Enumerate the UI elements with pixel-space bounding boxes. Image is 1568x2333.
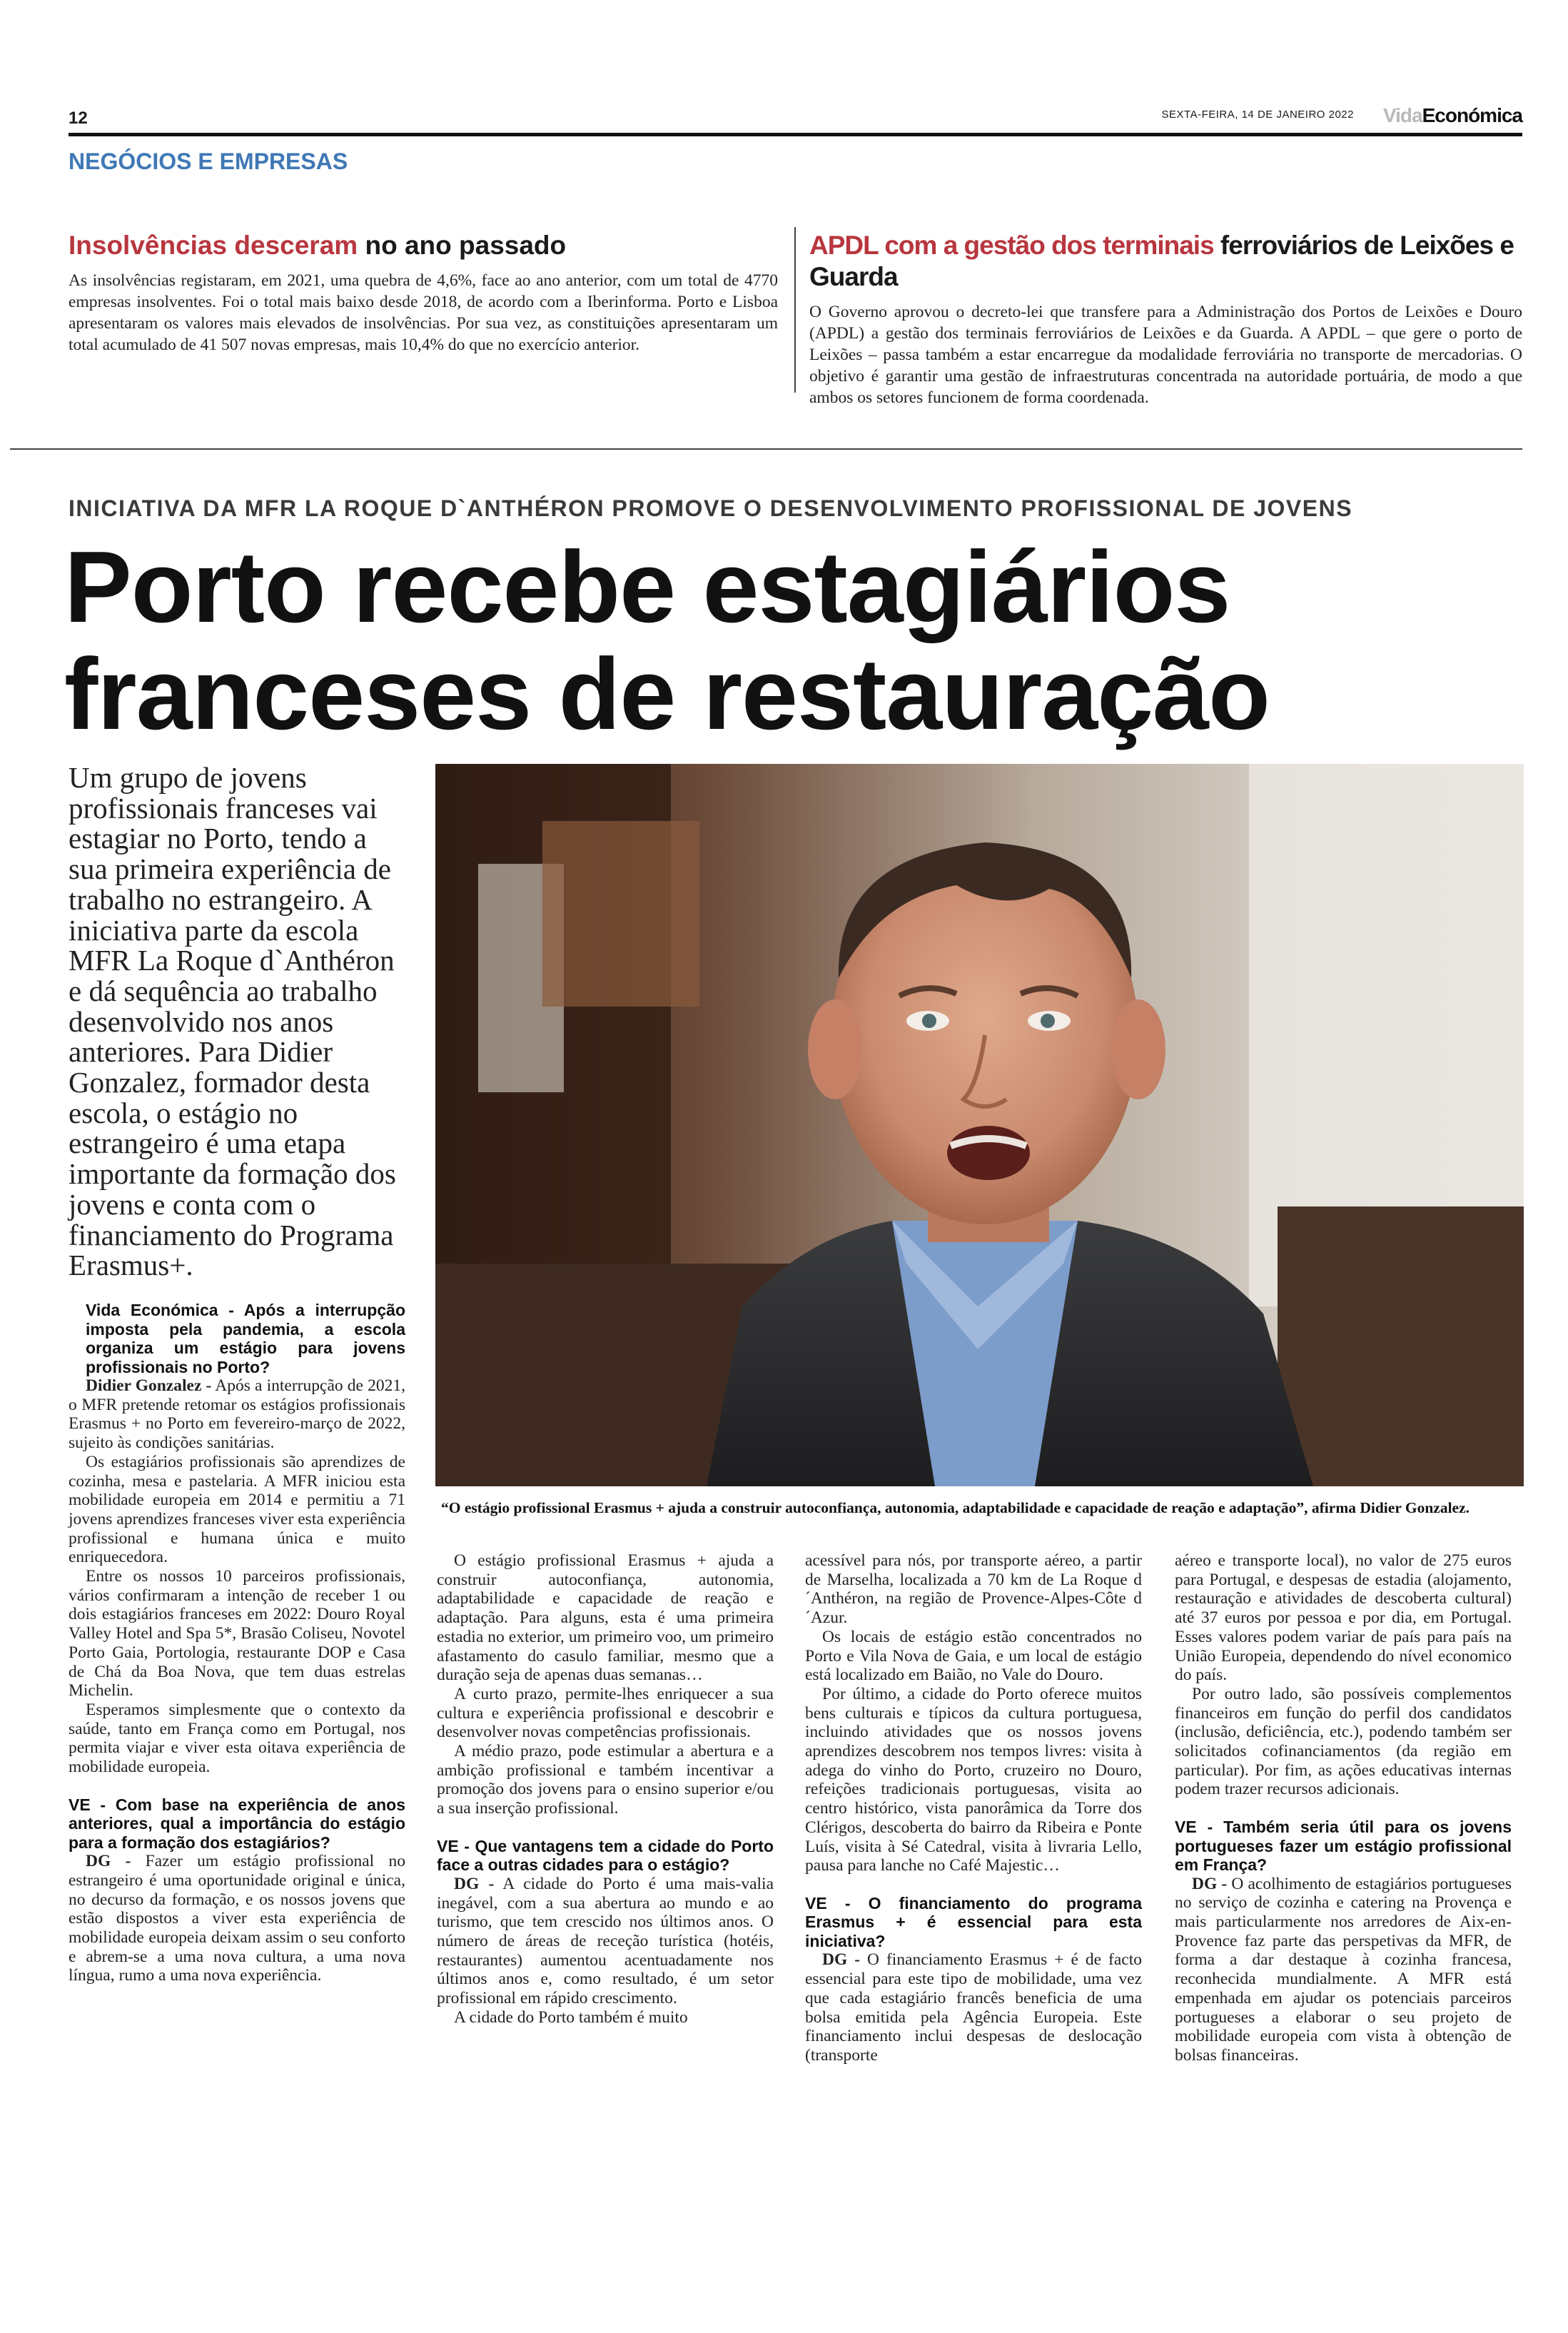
page-number: 12 [69, 109, 88, 128]
paragraph: Os estagiários profissionais são aprendizes de cozinha, mesa e pastelaria. A MFR iniciou esta mobilidade europeia em 2014 e permitiu a 71 jovens aprendizes franceses viver esta experiência profissional e humana única e muito enriquecedora. [69, 1452, 405, 1567]
dateline: SEXTA-FEIRA, 14 DE JANEIRO 2022 [1161, 109, 1354, 121]
article-column-3 [805, 1551, 1142, 2065]
paragraph: A curto prazo, permite-lhes enriquecer a sua cultura e experiência profissional e descobrir e desenvolver novas competências profissionais. [437, 1684, 774, 1742]
answer-text: A cidade do Porto é uma mais-valia inegável, com a sua abertura ao mundo e ao turismo, que tem crescido nos últimos anos. O número de áreas de receção turística (hotéis, restaurantes) aumentou acentuadamente nos últimos anos e, como resultado, é um setor profissional em rápido crescimento. [437, 1874, 774, 2008]
interview-answer [805, 1950, 1142, 2065]
interview-answer [1175, 1875, 1512, 2065]
brief-title [809, 230, 1522, 293]
brand-logo-part-vida: Vida [1382, 104, 1422, 126]
speaker-tag: DG - [1192, 1874, 1228, 1893]
paragraph: Por outro lado, são possíveis complementos financeiros em função do perfil dos candidatos (inclusão, deficiência, etc.), podendo também ser solicitados cofinanciamentos (da região em particular). Por fim, as ações educativas internas podem trazer recursos adicionais. [1175, 1684, 1512, 1799]
brief-divider [794, 227, 796, 393]
interview-question: VE - O financiamento do programa Erasmus + é essencial para esta iniciativa? [805, 1893, 1142, 1950]
interview-question: Vida Económica - Após a interrupção imposta pela pandemia, a escola organiza um estágio para jovens profissionais no Porto? [86, 1301, 405, 1376]
brief-apdl [809, 230, 1522, 408]
brief-title-highlight: APDL com a gestão dos terminais [809, 231, 1214, 260]
portrait-illustration [435, 764, 1524, 1486]
answer-text: Fazer um estágio profissional no estrangeiro é uma oportunidade original e única, no decurso da formação, e os nossos jovens que estão dispostos a viver esta experiência de mobilidade europeia deixam assim o seu conforto e abrem-se a uma nova cultura, a uma nova língua, rumo a uma nova experiência. [69, 1852, 405, 1985]
interview-question: VE - Que vantagens tem a cidade do Porto face a outras cidades para o estágio? [437, 1836, 774, 1875]
brief-body: As insolvências registaram, em 2021, uma quebra de 4,6%, face ao ano anterior, com um total de 4770 empresas insolventes. Foi o total mais baixo desde 2018, de acordo com a Iberinforma. Porto e Lisboa apresentaram os valores mais elevados de insolvências. Por sua vez, as constituições apresentaram um total acumulado de 41 507 novas empresas, mais 10,4% do que no exercício anterior. [69, 271, 778, 354]
brief-title-rest: no ano passado [358, 231, 567, 260]
interview-question: VE - Também seria útil para os jovens portugueses fazer um estágio profissional em França? [1175, 1818, 1512, 1875]
paragraph: Os locais de estágio estão concentrados no Porto e Vila Nova de Gaia, e um local de estágio está localizado em Baião, no Vale do Douro. [805, 1627, 1142, 1685]
article-kicker: INICIATIVA DA MFR LA ROQUE D`ANTHÉRON PROMOVE O DESENVOLVIMENTO PROFISSIONAL DE JOVENS [69, 495, 1353, 521]
article-column-1 [69, 1301, 405, 1985]
brand-logo-part-economica: Económica [1422, 104, 1522, 126]
paragraph: O estágio profissional Erasmus + ajuda a construir autoconfiança, autonomia, adaptabilidade e capacidade de reação e adaptação. Para alguns, esta é uma primeira estadia no exterior, um primeiro voo, um primeiro afastamento do casulo familiar, mesmo que a duração seja de apenas duas semanas… [437, 1551, 774, 1685]
answer-text: O financiamento Erasmus + é de facto essencial para este tipo de mobilidade, uma vez que cada estagiário francês beneficia de uma bolsa emitida pela Agência Europeia. Este financiamento inclui despesas de deslocação (transporte [805, 1950, 1142, 2065]
header-rule [69, 133, 1522, 136]
interview-question: VE - Com base na experiência de anos anteriores, qual a importância do estágio para a formação dos estagiários? [69, 1795, 405, 1852]
interview-answer [69, 1376, 405, 1453]
article-column-4 [1175, 1551, 1512, 2065]
speaker-tag: DG - [822, 1950, 861, 1970]
interview-answer [69, 1852, 405, 1985]
paragraph: A médio prazo, pode estimular a abertura e a ambição profissional e também incentivar a promoção dos jovens para o ensino superior e/ou a sua inserção profissional. [437, 1742, 774, 1818]
headline-line-1: Porto recebe estagiários [64, 530, 1230, 644]
briefs-bottom-rule [10, 448, 1522, 450]
section-title: NEGÓCIOS E EMPRESAS [69, 148, 348, 174]
speaker-tag: DG - [86, 1852, 131, 1871]
paragraph: acessível para nós, por transporte aéreo, a partir de Marselha, localizada a 70 km de La Roque d´Anthéron, na região de Provence-Alpes-Côte d´Azur. [805, 1551, 1142, 1628]
brand-logo [1383, 104, 1522, 127]
headline-line-2: franceses de restauração [64, 638, 1270, 751]
photo-caption: “O estágio profissional Erasmus + ajuda a construir autoconfiança, autonomia, adaptabilidade e capacidade de reação e adaptação”, afirma Didier Gonzalez. [441, 1499, 1470, 1516]
interview-answer [437, 1875, 774, 2008]
article-photo [435, 764, 1524, 1486]
article-column-2 [437, 1551, 774, 2027]
brief-title-highlight: Insolvências desceram [69, 231, 358, 260]
brief-body: O Governo aprovou o decreto-lei que transfere para a Administração dos Portos de Leixões e Douro (APDL) a gestão dos terminais ferroviários de Leixões e da Guarda. A APDL – que gere o porto de Leixões – passa também a estar encarregue da modalidade ferroviária no transporte de mercadorias. O objetivo é garantir uma gestão de infraestruturas concentrada na autoridade portuária, de modo a que ambos os setores funcionem de forma coordenada. [809, 303, 1522, 407]
paragraph: Por último, a cidade do Porto oferece muitos bens culturais e típicos da cultura portuguesa, incluindo atividades que os nossos jovens aprendizes descobrem nos tempos livres: visita à adega do vinho do Porto, cruzeiro no Douro, refeições tradicionais portuguesas, visita ao centro histórico, vista panorâmica da Torre dos Clérigos, descoberta do bairro da Ribeira e Ponte Luís, visita à Sé Catedral, visita à livraria Lello, pausa para lanche no Café Majestic… [805, 1684, 1142, 1875]
answer-text: Após a interrupção de 2021, o MFR pretende retomar os estágios profissionais Erasmus + no Porto em fevereiro-março de 2022, sujeito às condições sanitárias. [69, 1376, 406, 1453]
speaker-tag: Didier Gonzalez - [86, 1376, 212, 1395]
speaker-tag: DG - [454, 1874, 495, 1893]
answer-text: O acolhimento de estagiários portugueses no serviço de cozinha e catering na Provença e mais particularmente nos arredores de Aix-en-Provence faz parte das perspetivas da MFR, de forma a dar destaque à cozinha francesa, reconhecida mundialmente. A MFR está empenhada em ajudar os potenciais parceiros portugueses a elaborar o seu projeto de mobilidade europeia com vista à obtenção de bolsas financeiras. [1175, 1874, 1512, 2065]
brief-title [69, 230, 778, 261]
paragraph: A cidade do Porto também é muito [454, 2007, 688, 2027]
article-lead: Um grupo de jovens profissionais franceses vai estagiar no Porto, tendo a sua primeira experiência de trabalho no estrangeiro. A iniciativa parte da escola MFR La Roque d`Anthéron e dá sequência ao trabalho desenvolvido nos anos anteriores. Para Didier Gonzalez, formador desta escola, o estágio no estrangeiro é uma etapa importante da formação dos jovens e conta com o financiamento do Programa Erasmus+. [69, 761, 396, 1282]
paragraph: aéreo e transporte local), no valor de 275 euros para Portugal, e despesas de estadia (alojamento, restauração e atividades de descoberta cultural) até 37 euros por pessoa e por dia, em Portugal. Esses valores podem variar de país para país na União Europeia, dependendo do nível economico do país. [1175, 1551, 1512, 1685]
paragraph: Entre os nossos 10 parceiros profissionais, vários confirmaram a intenção de receber 1 ou dois estagiários franceses em 2022: Douro Royal Valley Hotel and Spa 5*, Brasão Coliseu, Novotel Porto Gaia, Portologia, restaurante DOP e Casa de Chá da Boa Nova, que tem duas estrelas Michelin. [69, 1567, 405, 1700]
paragraph: Esperamos simplesmente que o contexto da saúde, tanto em França como em Portugal, nos permita viajar e viver esta oitava experiência de mobilidade europeia. [69, 1700, 405, 1777]
brief-insolvencias [69, 230, 778, 356]
brief-title-rest: ferroviários de Leixões e Guarda [809, 231, 1514, 291]
article-headline [64, 530, 1270, 751]
